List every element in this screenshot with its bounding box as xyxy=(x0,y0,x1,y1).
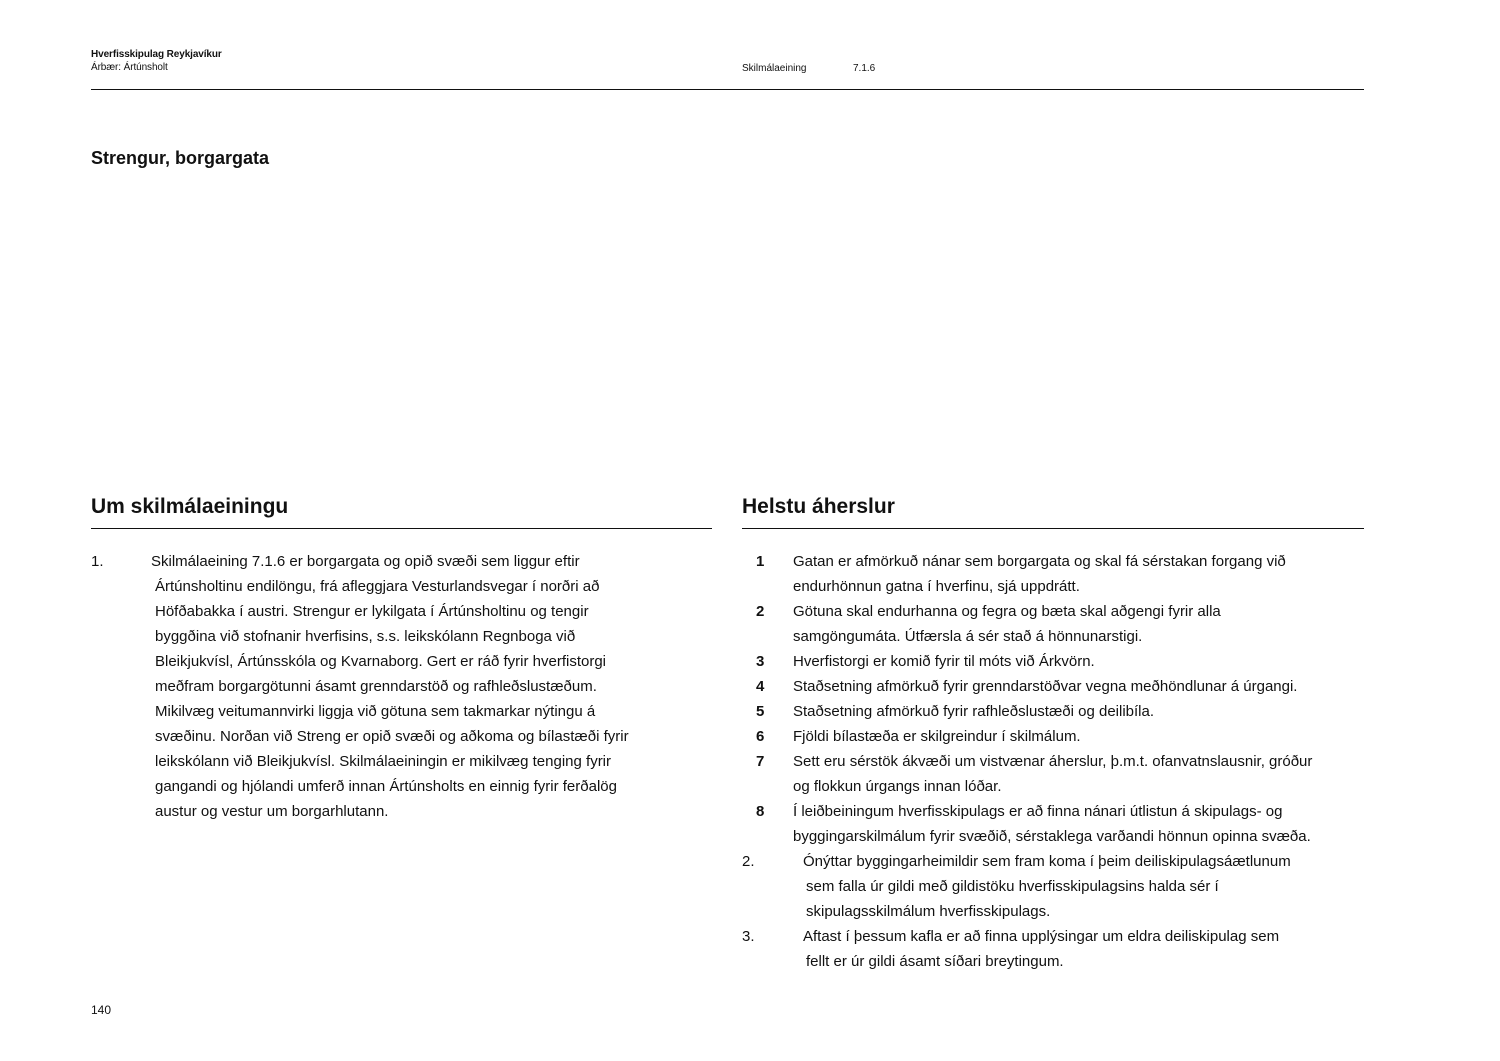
focus-item xyxy=(742,699,1372,724)
focus-item-number: 5 xyxy=(756,703,765,720)
about-line: leikskólann við Bleikjukvísl. Skilmálaeiningin er mikilvæg tenging fyrir xyxy=(155,753,612,770)
focus-item-line: Götuna skal endurhanna og fegra og bæta skal aðgengi fyrir alla xyxy=(793,603,1221,620)
about-line: byggðina við stofnanir hverfisins, s.s. leikskólann Regnboga við xyxy=(155,628,576,645)
focus-list xyxy=(742,549,1372,974)
extra-item xyxy=(742,924,1372,974)
page-title: Strengur, borgargata xyxy=(91,148,270,168)
focus-item-number: 8 xyxy=(756,803,765,820)
focus-item-line: Hverfistorgi er komið fyrir til móts við Árkvörn. xyxy=(793,653,1095,670)
focus-item-line: Staðsetning afmörkuð fyrir grenndarstöðvar vegna meðhöndlunar á úrgangi. xyxy=(793,678,1298,695)
focus-item-number: 7 xyxy=(756,753,765,770)
about-line: Mikilvæg veitumannvirki liggja við götuna sem takmarkar nýtingu á xyxy=(155,703,596,720)
header-divider xyxy=(91,89,1364,90)
focus-item-number: 4 xyxy=(756,678,765,695)
about-line: Höfðabakka í austri. Strengur er lykilgata í Ártúnsholtinu og tengir xyxy=(155,603,589,620)
focus-item xyxy=(742,649,1372,674)
focus-item-number: 6 xyxy=(756,728,765,745)
district-subtitle: Árbær: Ártúnsholt xyxy=(91,62,168,73)
focus-item-line: Í leiðbeiningum hverfisskipulags er að finna nánari útlistun á skipulags- og xyxy=(793,803,1283,820)
about-line: svæðinu. Norðan við Streng er opið svæði og aðkoma og bílastæði fyrir xyxy=(155,728,629,745)
page-number: 140 xyxy=(91,1003,112,1017)
about-heading: Um skilmálaeiningu xyxy=(91,495,289,518)
focus-item xyxy=(742,599,1372,649)
about-line: gangandi og hjólandi umferð innan Ártúnsholts en einnig fyrir ferðalög xyxy=(155,778,617,795)
unit-code: 7.1.6 xyxy=(853,63,876,74)
extra-item-line: skipulagsskilmálum hverfisskipulags. xyxy=(806,903,1051,920)
focus-item-line: Staðsetning afmörkuð fyrir rafhleðslustæði og deilibíla. xyxy=(793,703,1155,720)
about-divider xyxy=(91,528,712,529)
about-item-number: 1. xyxy=(91,553,104,570)
focus-item-line: og flokkun úrgangs innan lóðar. xyxy=(793,778,1002,795)
focus-divider xyxy=(742,528,1364,529)
extra-item-number: 3. xyxy=(742,928,755,945)
focus-item-number: 3 xyxy=(756,653,765,670)
focus-item-line: samgöngumáta. Útfærsla á sér stað á hönnunarstigi. xyxy=(793,628,1143,645)
about-line: Skilmálaeining 7.1.6 er borgargata og opið svæði sem liggur eftir xyxy=(151,553,580,570)
focus-item-line: Sett eru sérstök ákvæði um vistvænar áherslur, þ.m.t. ofanvatnslausnir, gróður xyxy=(793,753,1313,770)
focus-item-line: Fjöldi bílastæða er skilgreindur í skilmálum. xyxy=(793,728,1081,745)
extra-item-number: 2. xyxy=(742,853,755,870)
about-line: austur og vestur um borgarhlutann. xyxy=(155,803,389,820)
unit-label: Skilmálaeining xyxy=(742,63,807,74)
extra-item-line: fellt er úr gildi ásamt síðari breytingum. xyxy=(806,953,1064,970)
focus-item-line: Gatan er afmörkuð nánar sem borgargata og skal fá sérstakan forgang við xyxy=(793,553,1286,570)
focus-item-line: endurhönnun gatna í hverfinu, sjá uppdrátt. xyxy=(793,578,1080,595)
about-paragraph xyxy=(151,549,696,824)
extra-item xyxy=(742,849,1372,924)
focus-item-number: 2 xyxy=(756,603,765,620)
publication-title: Hverfisskipulag Reykjavíkur xyxy=(91,49,222,60)
about-line: Bleikjukvísl, Ártúnsskóla og Kvarnaborg. Gert er ráð fyrir hverfistorgi xyxy=(155,653,607,670)
extra-item-line: Ónýttar byggingarheimildir sem fram koma í þeim deiliskipulagsáætlunum xyxy=(803,853,1291,870)
focus-item xyxy=(742,749,1372,799)
focus-item-line: byggingarskilmálum fyrir svæðið, sérstaklega varðandi hönnun opinna svæða. xyxy=(793,828,1311,845)
focus-item xyxy=(742,549,1372,599)
focus-item xyxy=(742,674,1372,699)
extra-item-line: sem falla úr gildi með gildistöku hverfisskipulagsins halda sér í xyxy=(806,878,1219,895)
focus-item-number: 1 xyxy=(756,553,765,570)
focus-item xyxy=(742,724,1372,749)
extra-item-line: Aftast í þessum kafla er að finna upplýsingar um eldra deiliskipulag sem xyxy=(803,928,1280,945)
focus-item xyxy=(742,799,1372,849)
about-line: meðfram borgargötunni ásamt grenndarstöð og rafhleðslustæðum. xyxy=(155,678,597,695)
focus-heading: Helstu áherslur xyxy=(742,495,895,518)
about-line: Ártúnsholtinu endilöngu, frá afleggjara Vesturlandsvegar í norðri að xyxy=(155,578,600,595)
